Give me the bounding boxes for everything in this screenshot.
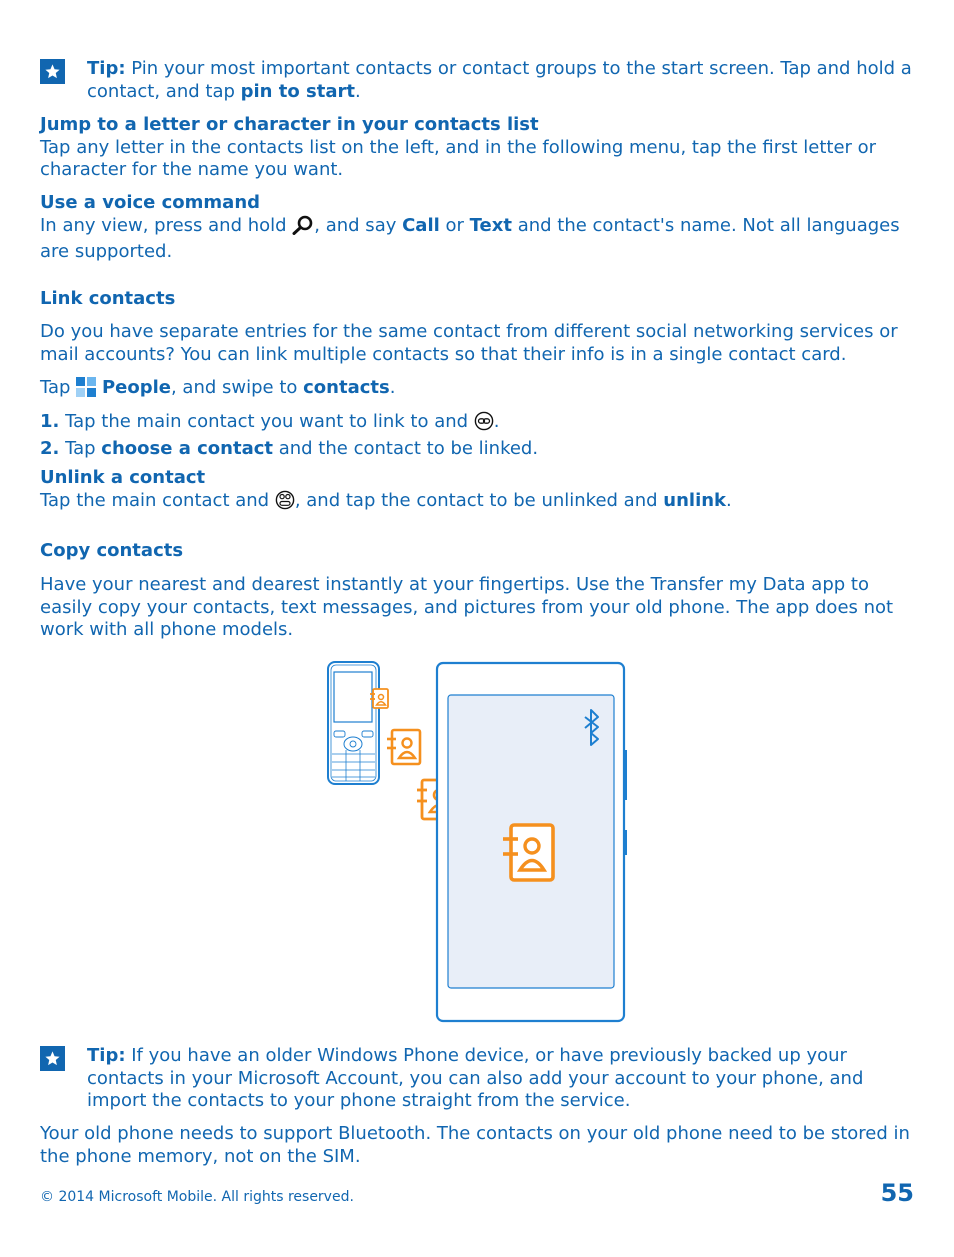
voice-heading: Use a voice command [40, 192, 261, 213]
link-steps [40, 411, 920, 460]
copyright-footer: © 2014 Microsoft Mobile. All rights reserved. [40, 1189, 354, 1205]
link-icon [474, 411, 494, 438]
pin-to-start-label: pin to start [240, 80, 355, 102]
step-1: 1. Tap the main contact you want to link to and . [40, 411, 500, 432]
jump-heading: Jump to a letter or character in your contacts list [40, 114, 539, 135]
contact-card-icon [503, 825, 553, 880]
search-icon [292, 215, 314, 242]
tip-star-icon [40, 1046, 65, 1071]
tip-star-icon [40, 59, 65, 84]
transfer-illustration [320, 655, 640, 1030]
closing-paragraph: Your old phone needs to support Bluetooth. The contacts on your old phone need to be stored in the phone memory, not on the SIM. [40, 1123, 910, 1167]
copy-body: Have your nearest and dearest instantly at your fingertips. Use the Transfer my Data app to easily copy your contacts, text messages, and pictures from your old phone. The app does not work with all phone models. [40, 574, 894, 640]
old-phone [328, 662, 379, 784]
link-intro: Do you have separate entries for the same contact from different social networking services or mail accounts? You can link multiple contacts so that their info is in a single contact card. [40, 321, 898, 365]
page-number: 55 [880, 1179, 914, 1207]
link-tap-people: Tap People, and swipe to contacts. [40, 377, 920, 404]
tip-label: Tip: [87, 58, 126, 79]
jump-section [40, 114, 920, 182]
unlink-section: Unlink a contact Tap the main contact and , and tap the contact to be unlinked and unlink. [40, 467, 920, 516]
tip-pin-to-start: Tip: Pin your most important contacts or contact groups to the start screen. Tap and hold a contact, and tap pin to start. [87, 58, 912, 102]
unlink-heading: Unlink a contact [40, 467, 206, 488]
copy-heading: Copy contacts [40, 540, 184, 561]
tip-label: Tip: [87, 1045, 126, 1066]
link-heading: Link contacts [40, 288, 176, 309]
unlink-icon [275, 490, 295, 517]
contact-card-icon [370, 689, 388, 708]
voice-section: Use a voice command In any view, press and hold , and say Call or Text and the contact's name. Not all languages are supported. [40, 192, 920, 264]
contact-card-icon [387, 730, 420, 764]
step-2: 2. Tap choose a contact and the contact to be linked. [40, 437, 539, 459]
jump-body: Tap any letter in the contacts list on the left, and in the following menu, tap the first letter or character for the name you want. [40, 136, 877, 180]
people-tile-icon [76, 377, 96, 404]
tip-windows-phone: Tip: If you have an older Windows Phone device, or have previously backed up your contacts in your Microsoft Account, you can also add your account to your phone, and import the contacts to your phone straight from the service. [87, 1045, 864, 1111]
